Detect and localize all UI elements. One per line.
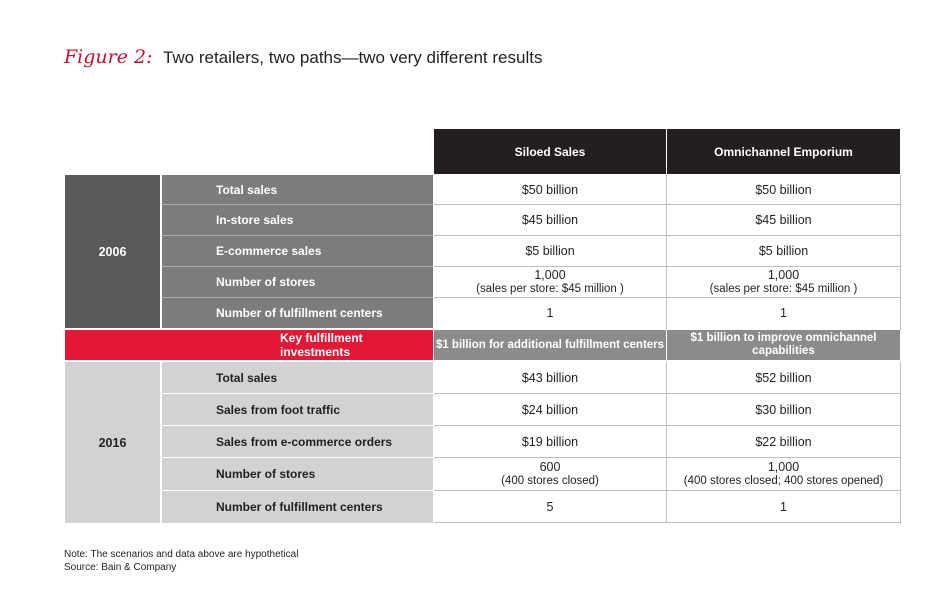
omni-value: $45 billion [667, 205, 900, 236]
row-label: Number of stores [162, 458, 433, 491]
row-label: Sales from foot traffic [162, 394, 433, 426]
omni-value: $50 billion [667, 175, 900, 205]
year-2016-label: 2016 [65, 362, 160, 523]
column-divider [666, 175, 667, 330]
investments-label: Key fulfillment investments [65, 330, 433, 360]
figure-heading: Two retailers, two paths—two very different results [162, 48, 543, 67]
column-header-omnichannel: Omnichannel Emporium [667, 129, 900, 174]
omni-value: $22 billion [667, 426, 900, 458]
note-text: Note: The scenarios and data above are hypothetical [64, 549, 299, 560]
figure-label: Figure 2: [64, 46, 153, 68]
source-text: Source: Bain & Company [64, 562, 177, 573]
row-label: Sales from e-commerce orders [162, 426, 433, 458]
siloed-value: $45 billion [434, 205, 666, 236]
table-right-border [900, 175, 901, 330]
omni-value: 1,000 (sales per store: $45 million ) [667, 267, 900, 298]
column-divider [666, 362, 667, 523]
row-label: E-commerce sales [162, 236, 433, 267]
siloed-value: $24 billion [434, 394, 666, 426]
footnote [64, 548, 298, 574]
siloed-value: 5 [434, 491, 666, 523]
siloed-value: $19 billion [434, 426, 666, 458]
omni-value: $5 billion [667, 236, 900, 267]
siloed-value: 600 (400 stores closed) [434, 458, 666, 491]
omni-value: $52 billion [667, 362, 900, 394]
omni-investment: $1 billion to improve omnichannel capabilities [667, 330, 900, 360]
row-label: Number of stores [162, 267, 433, 298]
siloed-value: $43 billion [434, 362, 666, 394]
row-label: In-store sales [162, 205, 433, 236]
siloed-investment: $1 billion for additional fulfillment centers [434, 330, 666, 360]
row-label: Number of fulfillment centers [162, 491, 433, 523]
omni-value: 1 [667, 491, 900, 523]
row-label: Number of fulfillment centers [162, 298, 433, 328]
row-label: Total sales [162, 362, 433, 394]
table-right-border [900, 362, 901, 524]
omni-value: 1 [667, 298, 900, 328]
year-2006-label: 2006 [65, 175, 160, 328]
siloed-value: 1 [434, 298, 666, 328]
omni-value: $30 billion [667, 394, 900, 426]
omni-value: 1,000 (400 stores closed; 400 stores opened) [667, 458, 900, 491]
siloed-value: $50 billion [434, 175, 666, 205]
figure-title [64, 46, 542, 68]
row-label: Total sales [162, 175, 433, 205]
siloed-value: 1,000 (sales per store: $45 million ) [434, 267, 666, 298]
column-header-siloed: Siloed Sales [434, 129, 666, 174]
siloed-value: $5 billion [434, 236, 666, 267]
